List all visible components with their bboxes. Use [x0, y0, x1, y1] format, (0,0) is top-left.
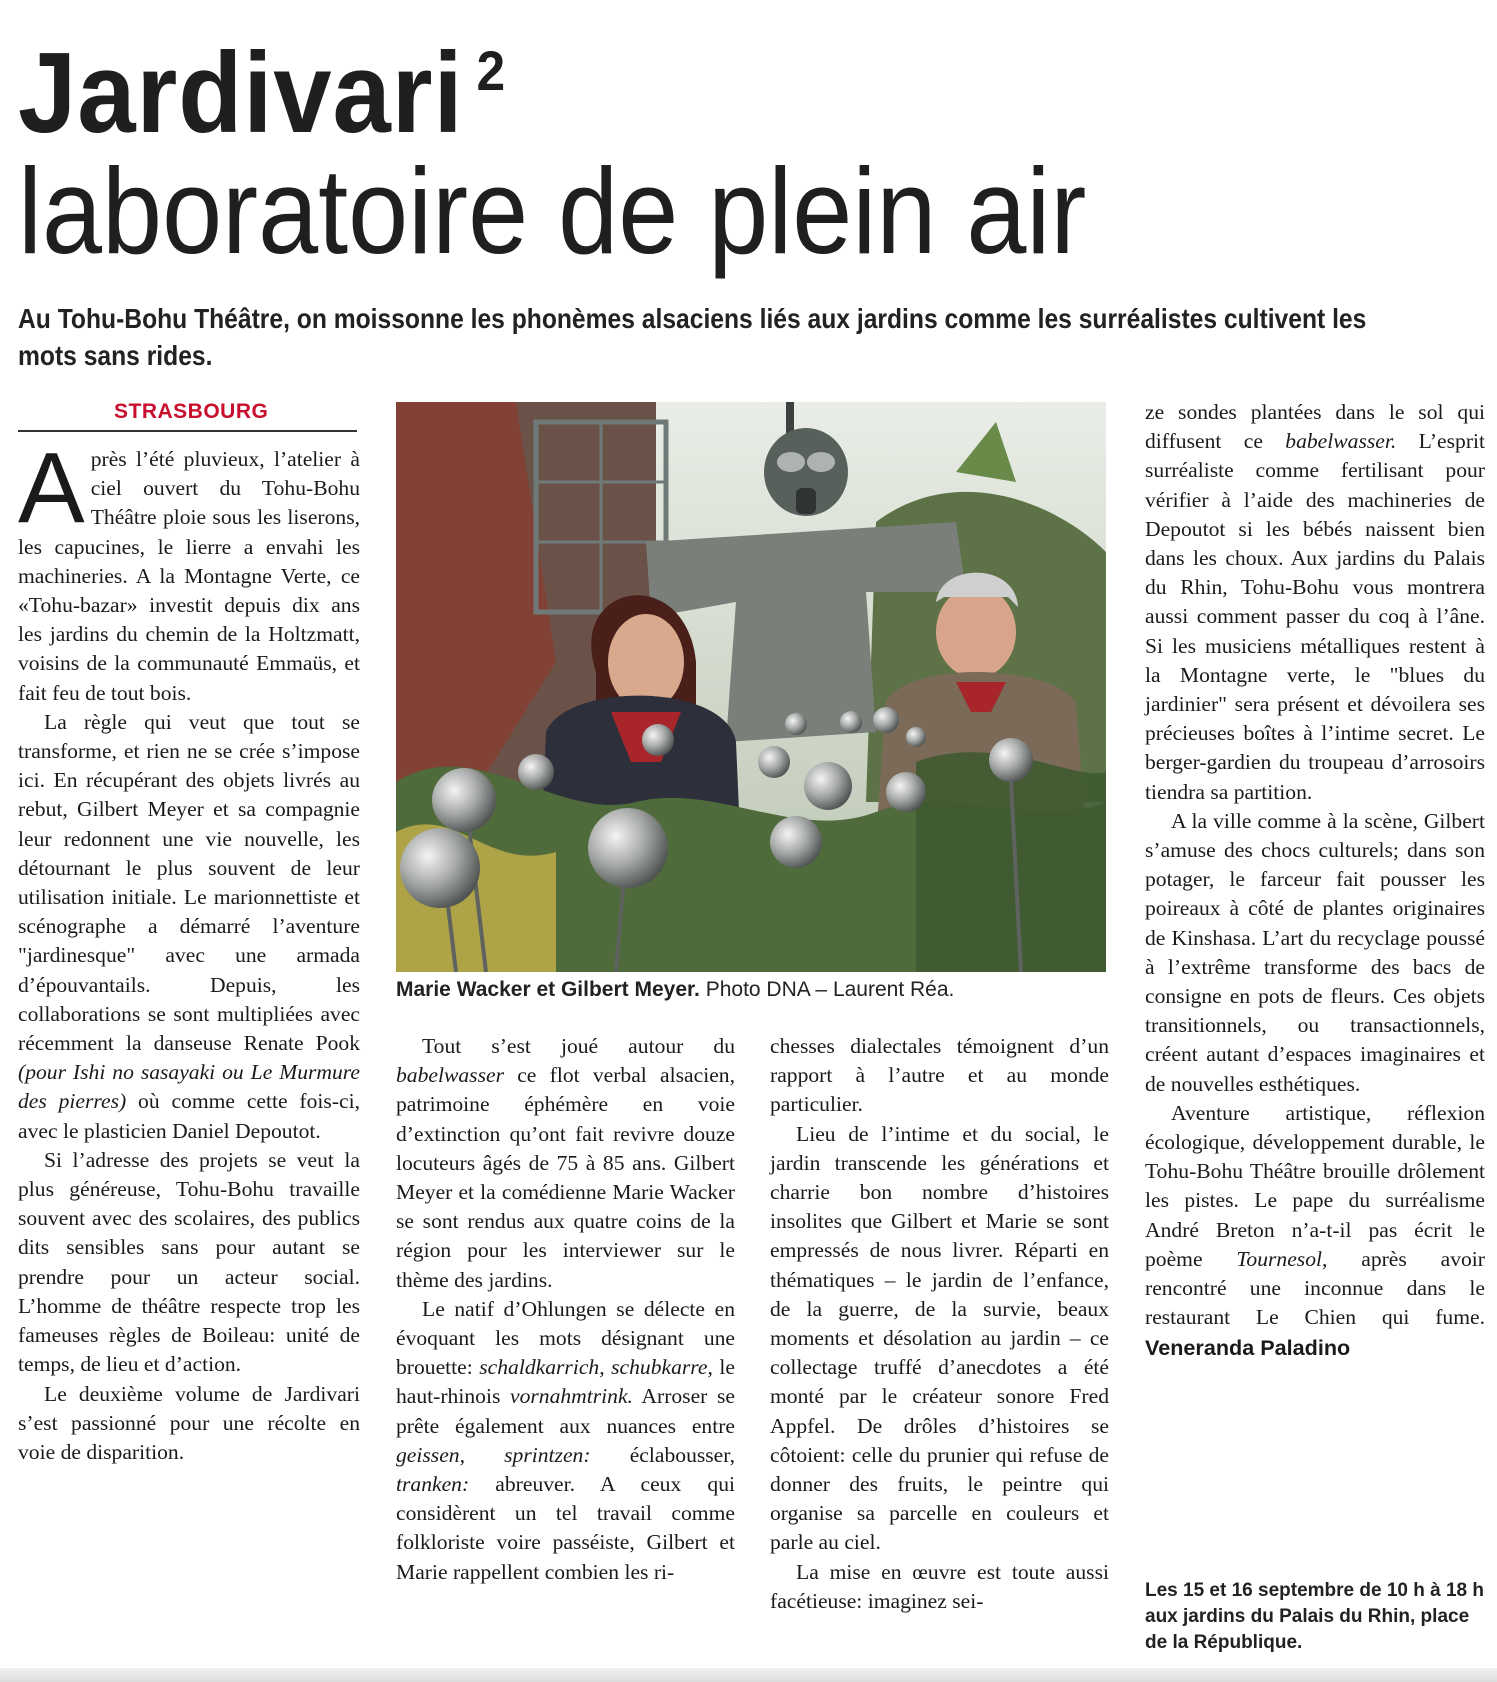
lede: Au Tohu-Bohu Théâtre, on moissonne les phonèmes alsaciens liés aux jardins comme les surréalistes cultivent les mots sans rides. — [18, 303, 1367, 371]
paragraph: La mise en œuvre est toute aussi facétieuse: imaginez sei- — [770, 1559, 1109, 1613]
paragraph: Après l’été pluvieux, l’atelier à ciel ouvert du Tohu-Bohu Théâtre ploie sous les liserons, les capucines, le lierre a envahi les machineries. A la Montagne Verte, ce «Tohu-bazar» investit depuis dix ans les jardins du chemin de la Holtzmatt, voisins de la communauté Emmaüs, et fait feu de tout bois. — [18, 432, 360, 705]
paragraph: Tout s’est joué autour du babelwasser ce flot verbal alsacien, patrimoine éphémère en voie d’extinction qu’ont fait revivre douze locuteurs âgés de 75 à 85 ans. Gilbert Meyer et la comédienne Marie Wacker se sont rendus aux quatre coins de la région pour les interviewer sur le thème des jardins. — [396, 1034, 735, 1292]
kicker: STRASBOURG — [114, 400, 269, 423]
headline-main: Jardivari $^2$ — [18, 30, 507, 157]
author-signature: Veneranda Paladino — [1145, 1334, 1351, 1360]
page-edge — [0, 1668, 1497, 1682]
event-info: Les 15 et 16 septembre de 10 h à 18 h aux jardins du Palais du Rhin, place de la République. — [1145, 1580, 1485, 1653]
paragraph: Le natif d’Ohlungen se délecte en évoquant les mots désignant une brouette: schaldkarrich, schubkarre, le haut-rhinois vornahmtrink. Arroser se prête également aux nuances entre geissen, sprintzen: éclabousser, tranken: abreuver. A ceux qui considèrent un tel travail comme folkloriste voire passéiste, Gilbert et Marie rappellent combien les ri- — [396, 1296, 735, 1584]
paragraph: Lieu de l’intime et du social, le jardin transcende les générations et charrie bon nombre d’histoires insolites que Gilbert et Marie se sont empressés de nous livrer. Réparti en thématiques – le jardin de l’enfance, de la guerre, de la survie, beaux moments et désolation au jardin – ce collectage truffé d’anecdotes a été monté par le créateur sonore Fred Appfel. De drôles d’histoires se côtoient: celle du prunier qui refuse de donner des fruits, le peintre qui organise sa parcelle en couleurs et parle au ciel. — [770, 1121, 1109, 1555]
paragraph: A la ville comme à la scène, Gilbert s’amuse des chocs culturels; dans son potager, le farceur fait pousser les poireaux à côté de plantes originaires de Kinshasa. L’art du recyclage poussé à l’extrême transforme des bacs de consigne en pots de fleurs. Ces objets transitionnels, ou transactionnels, créent autant d’espaces imaginaires et de nouvelles esthétiques. — [1145, 808, 1485, 1096]
caption-names: Marie Wacker et Gilbert Meyer. — [396, 978, 700, 1001]
paragraph: ze sondes plantées dans le sol qui diffusent ce babelwasser. L’esprit surréaliste comme fertilisant pour vérifier à l’aide des machineries de Depoutot si les bébés naissent bien dans les choux. Aux jardins du Palais du Rhin, Tohu-Bohu vous montrera aussi comment passer du coq à l’âne. Si les musiciens métalliques restent à la Montagne verte, le "blues du jardinier" sera présent et dévoilera ses précieuses boîtes à l’intime secret. Le berger-gardien du troupeau d’arrosoirs tiendra sa partition. — [1145, 400, 1486, 804]
kicker-rule — [18, 400, 357, 432]
paragraph: Si l’adresse des projets se veut la plus généreuse, Tohu-Bohu travaille souvent avec des scolaires, des publics dits sensibles sans pour autant se prendre pour un acteur social. L’homme de théâtre respecte trop les fameuses règles de Boileau: unité de temps, de lieu et d’action. — [18, 1147, 360, 1377]
article-photo — [396, 402, 1106, 972]
paragraph: La règle qui veut que tout se transforme, et rien ne se crée s’impose ici. En récupérant des objets livrés au rebut, Gilbert Meyer et sa compagnie leur redonnent une vie nouvelle, les détournant le plus souvent de leur utilisation initiale. Le marionnettiste et scénographe a démarré l’aventure "jardinesque" avec une armada d’épouvantails. Depuis, les collaborations se sont multipliées avec récemment la danseuse Renate Pook (pour Ishi no sasayaki ou Le Murmure des pierres) où comme cette fois-ci, avec le plasticien Daniel Depoutot. — [18, 709, 360, 1143]
column-3 — [770, 1032, 1109, 1616]
paragraph: Aventure artistique, réflexion écologique, développement durable, le Tohu-Bohu Théâtre brouille drôlement les pistes. Le pape du surréalisme André Breton n’a-t-il pas écrit le poème Tournesol, après avoir rencontré une inconnue dans le restaurant Le Chien qui fume. Veneranda Paladino — [1145, 1100, 1485, 1360]
column-1 — [18, 432, 360, 1467]
photo-caption — [396, 978, 1106, 1002]
column-4 — [1145, 398, 1485, 1363]
drop-cap: A — [18, 432, 85, 544]
headline-superscript: 2 — [476, 39, 507, 102]
column-2 — [396, 1032, 735, 1587]
paragraph: Le deuxième volume de Jardivari s’est passionné pour une récolte en voie de disparition. — [18, 1381, 360, 1464]
garden-photo-illustration — [396, 402, 1106, 972]
caption-credit: Photo DNA – Laurent Réa. — [705, 978, 955, 1001]
headline-sub: laboratoire de plein air — [18, 143, 1087, 279]
paragraph: chesses dialectales témoignent d’un rapport à l’autre et au monde particulier. — [770, 1034, 1109, 1117]
